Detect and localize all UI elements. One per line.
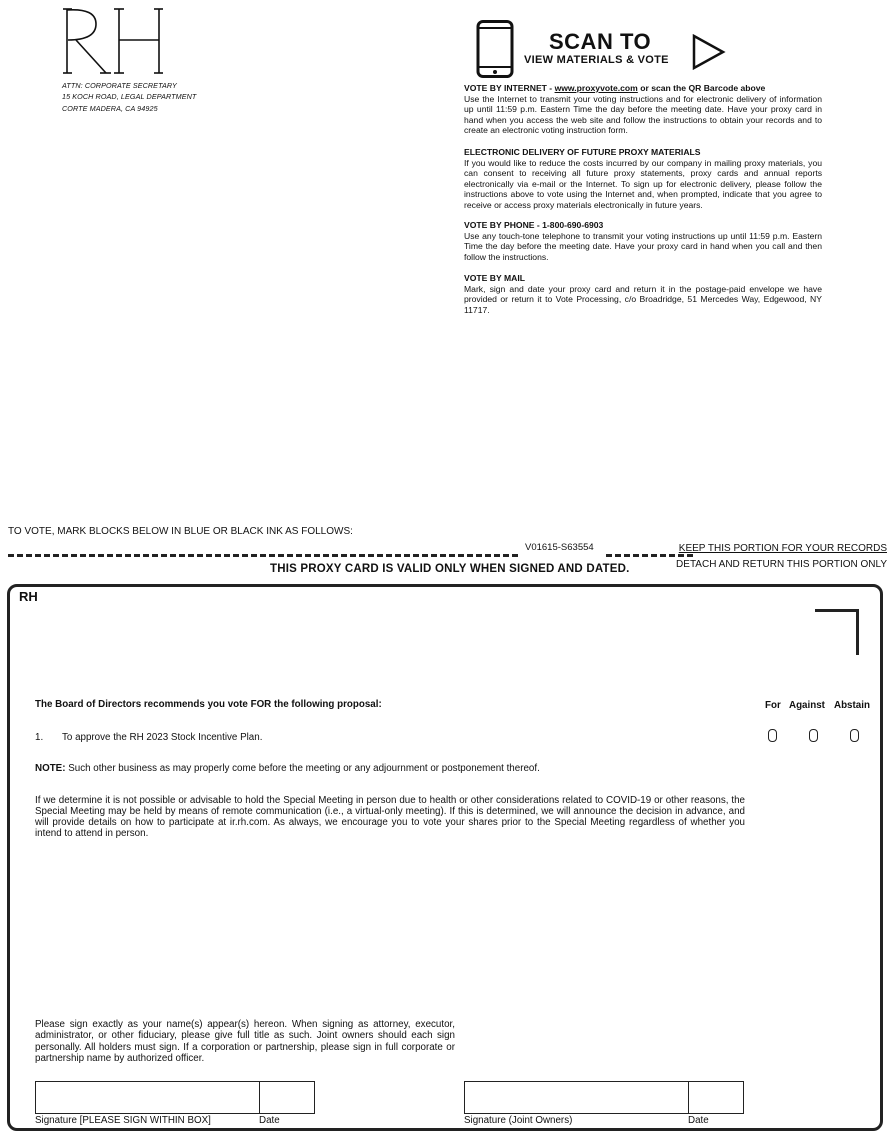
vote-phone-heading: VOTE BY PHONE - 1-800-690-6903 [464, 220, 604, 230]
detach-return-label: DETACH AND RETURN THIS PORTION ONLY [676, 559, 887, 570]
note-label: NOTE: [35, 763, 66, 774]
proposal-text: To approve the RH 2023 Stock Incentive Plan. [62, 732, 263, 743]
proxyvote-link[interactable]: www.proxyvote.com [554, 83, 638, 93]
electronic-delivery-heading: ELECTRONIC DELIVERY OF FUTURE PROXY MATERIALS [464, 147, 701, 157]
play-arrow-icon [692, 34, 726, 70]
return-address [62, 80, 196, 114]
address-line: 15 KOCH ROAD, LEGAL DEPARTMENT [62, 92, 197, 102]
keep-portion-label: KEEP THIS PORTION FOR YOUR RECORDS [678, 543, 887, 554]
note-text: Such other business as may properly come before the meeting or any adjournment or postponement thereof. [65, 763, 540, 774]
signature-box[interactable] [35, 1081, 260, 1114]
to-vote-instruction: TO VOTE, MARK BLOCKS BELOW IN BLUE OR BLACK INK AS FOLLOWS: [8, 526, 353, 537]
signing-instructions: Please sign exactly as your name(s) appear(s) hereon. When signing as attorney, executor, administrator, or other fiduciary, please give full title as such. Joint owners should each sign personally. All holders must sign. If a corporation or partnership, please sign in full corporate or partnership name by authorized officer. [35, 1019, 455, 1064]
vote-abstain-oval[interactable] [850, 729, 859, 742]
registration-corner-mark [815, 609, 859, 655]
meeting-paragraph: If we determine it is not possible or advisable to hold the Special Meeting in person due to health or other considerations related to COVID-19 or other reasons, the Special Meeting may be held by means of remote communication (i.e., a virtual-only meeting). If this is determined, we will announce the decision in advance, and will provide details on how to participate at ir.rh.com. As always, we encourage you to vote your shares prior to the Special Meeting regardless of whether you intend to attend in person. [35, 795, 745, 839]
electronic-delivery [464, 147, 822, 210]
date-label: Date [259, 1115, 280, 1126]
valid-notice: THIS PROXY CARD IS VALID ONLY WHEN SIGNED AND DATED. [270, 563, 630, 575]
scan-to-subheading: VIEW MATERIALS & VOTE [524, 54, 669, 66]
board-recommendation: The Board of Directors recommends you vote FOR the following proposal: [35, 699, 382, 710]
vote-for-oval[interactable] [768, 729, 777, 742]
note [35, 763, 540, 774]
signature-label: Signature [PLEASE SIGN WITHIN BOX] [35, 1115, 211, 1126]
column-for: For [765, 700, 781, 711]
detach-line [606, 554, 693, 557]
electronic-delivery-body: If you would like to reduce the costs incurred by our company in mailing proxy materials, you can consent to receiving all future proxy statements, proxy cards and annual reports electronically via e-mail or the Internet. To sign up for electronic delivery, please follow the instructions above to vote using the Internet and, when prompted, indicate that you agree to receive or access proxy materials electronically in future years. [464, 157, 822, 210]
vote-by-mail [464, 273, 822, 315]
proposal-number: 1. [35, 732, 44, 743]
rh-logo [62, 6, 164, 76]
column-abstain: Abstain [834, 700, 870, 711]
vote-by-phone [464, 220, 822, 262]
phone-icon [476, 20, 514, 78]
card-company: RH [19, 589, 38, 604]
vote-internet-body: Use the Internet to transmit your voting instructions and for electronic delivery of information up until 11:59 p.m. Eastern Time the day before the meeting date. Have your proxy card in hand when you access the web site and follow the instructions to obtain your records and to create an electronic voting instruction form. [464, 93, 822, 135]
joint-signature-box[interactable] [464, 1081, 689, 1114]
address-line: ATTN: CORPORATE SECRETARY [62, 81, 177, 90]
vote-against-oval[interactable] [809, 729, 818, 742]
control-code: V01615-S63554 [525, 542, 594, 553]
vote-mail-body: Mark, sign and date your proxy card and return it in the postage-paid envelope we have provided or return it to Vote Processing, c/o Broadridge, 51 Mercedes Way, Edgewood, NY 11717. [464, 283, 822, 315]
detach-line [8, 554, 518, 557]
vote-by-internet [464, 83, 822, 136]
vote-internet-heading: VOTE BY INTERNET - www.proxyvote.com or scan the QR Barcode above [464, 83, 766, 93]
vote-mail-heading: VOTE BY MAIL [464, 273, 525, 283]
joint-date-label: Date [688, 1115, 709, 1126]
joint-date-box[interactable] [688, 1081, 744, 1114]
column-against: Against [789, 700, 825, 711]
vote-phone-body: Use any touch-tone telephone to transmit your voting instructions up until 11:59 p.m. Eastern Time the day before the meeting date. Have your proxy card in hand when you call and then follow the instructions. [464, 230, 822, 262]
scan-to-heading: SCAN TO [549, 29, 652, 54]
address-line: CORTE MADERA, CA 94925 [62, 103, 158, 113]
date-box[interactable] [259, 1081, 315, 1114]
joint-signature-label: Signature (Joint Owners) [464, 1115, 573, 1126]
